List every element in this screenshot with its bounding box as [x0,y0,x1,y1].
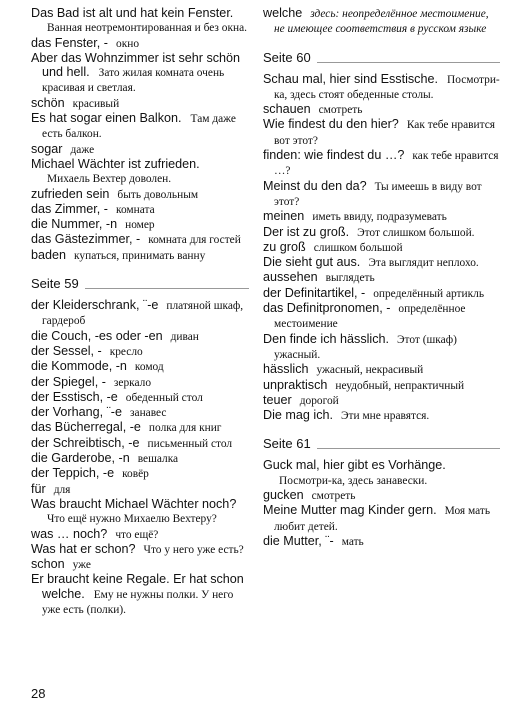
vocab-entry [263,362,500,377]
german-text: das Gästezimmer, - [31,232,141,247]
russian-translation: здесь: неопределённое местоимение, не имеющее соответствия в русском языке [274,8,489,36]
russian-translation: как тебе нравится …? [274,150,499,178]
german-text: die Kommode, -n [31,359,127,374]
german-text: die Mutter, ¨- [263,533,334,548]
russian-translation: Михаель Вехтер доволен. [47,173,172,186]
german-text: sogar [31,141,63,156]
vocab-entry [263,488,500,503]
example-sentence [31,6,249,36]
russian-translation: диван [170,330,199,343]
german-text: das Definitpronomen, - [263,301,391,316]
russian-translation: Ванная неотремонтированная и без окна. [47,22,247,35]
vocab-entry [31,202,249,217]
vocab-entry [263,255,500,270]
russian-translation: ковёр [122,468,149,481]
russian-translation: красивый [72,97,120,110]
vocab-entry [263,270,500,285]
russian-translation: слишком большой [313,241,403,254]
german-text: das Fenster, - [31,35,108,50]
vocab-entry [31,142,249,157]
russian-translation: иметь ввиду, подразумевать [312,211,447,224]
german-text: schön [31,95,65,110]
vocab-entry [31,390,249,405]
section-header [263,50,500,66]
vocab-entry [31,96,249,111]
russian-translation: Ты имеешь в виду вот этот? [274,180,482,208]
russian-translation: Как тебе нравится вот этот? [274,119,496,147]
russian-translation: Зато жилая комната очень красивая и светлая. [42,67,225,95]
vocab-entry [31,466,249,481]
section-header [31,276,249,292]
vocab-entry [31,405,249,420]
example-sentence [31,157,249,187]
vocab-entry [263,332,500,363]
russian-translation: ужасный, некрасивый [316,364,424,377]
russian-translation: Эти мне нравятся. [341,410,430,423]
russian-translation: зеркало [113,376,152,389]
section-title: Seite 60 [263,49,311,65]
vocab-entry [31,542,249,557]
page-number: 28 [31,686,46,701]
russian-translation: определённый артикль [373,287,485,300]
german-text: finden: wie findest du …? [263,148,405,163]
russian-translation: смотреть [311,490,356,503]
russian-translation: обеденный стол [125,391,203,404]
german-text: Michael Wächter ist zufrieden. [31,156,200,171]
russian-translation: смотреть [318,104,363,117]
vocab-entry [31,436,249,451]
russian-translation: быть довольным [117,188,199,201]
german-text: Die mag ich. [263,408,333,423]
vocab-entry [31,527,249,542]
german-text: der Sessel, - [31,343,102,358]
vocab-entry [263,240,500,255]
german-text: schon [31,557,65,572]
russian-translation: даже [70,143,95,156]
german-text: welche [263,6,303,20]
german-text: Die sieht gut aus. [263,255,361,270]
german-text: zu groß [263,239,306,254]
german-text: Aber das Wohnzimmer ist sehr schön und hell. [31,50,241,80]
vocab-entry [31,451,249,466]
russian-translation: Посмотри-ка, здесь стоят обеденные столы. [274,73,500,101]
russian-translation: полка для книг [148,422,222,435]
russian-translation: Там даже есть балкон. [42,113,236,141]
russian-translation: Моя мать любит детей. [274,505,491,533]
german-text: Es hat sogar einen Balkon. [31,111,182,126]
vocab-entry [31,329,249,344]
german-text: schauen [263,102,311,117]
german-text: hässlich [263,362,309,377]
vocab-entry [31,557,249,572]
vocab-entry [31,359,249,374]
german-text: für [31,481,46,496]
german-text: das Zimmer, - [31,201,108,216]
vocab-entry [263,503,500,534]
vocab-entry [263,117,500,148]
vocab-entry [263,408,500,423]
russian-translation: платяной шкаф, гардероб [42,300,244,328]
german-text: der Schreibtisch, -e [31,435,140,450]
vocab-entry [263,6,500,37]
russian-translation: Эта выглядит неплохо. [368,257,479,270]
example-sentence [31,497,249,527]
section-rule [317,62,500,63]
russian-translation: занавес [130,407,167,420]
left-column [31,6,249,617]
russian-translation: номер [125,219,155,232]
german-text: aussehen [263,270,318,285]
german-text: die Garderobe, -n [31,451,130,466]
german-text: der Vorhang, ¨-e [31,405,123,420]
russian-translation: письменный стол [147,437,233,450]
german-text: Der ist zu groß. [263,224,350,239]
russian-translation: дорогой [299,394,339,407]
german-text: meinen [263,209,305,224]
russian-translation: окно [116,37,140,50]
section-title: Seite 59 [31,276,79,292]
section-rule [317,448,500,449]
vocab-entry [263,393,500,408]
german-text: Meinst du den da? [263,178,367,193]
german-text: Den finde ich hässlich. [263,331,390,346]
german-text: die Nummer, -n [31,217,118,232]
russian-translation: кресло [109,345,143,358]
russian-translation: выглядеть [325,272,375,285]
example-sentence [263,72,500,103]
german-text: was … noch? [31,526,108,541]
russian-translation: купаться, принимать ванну [74,249,206,262]
german-text: Schau mal, hier sind Esstische. [263,71,438,86]
russian-translation: что ещё? [115,528,159,541]
vocab-entry [263,179,500,210]
section-rule [85,288,249,289]
vocab-entry [263,225,500,240]
german-text: der Spiegel, - [31,374,106,389]
example-sentence [263,458,500,488]
section-title: Seite 61 [263,436,311,452]
german-text: gucken [263,488,304,503]
vocab-entry [31,232,249,247]
russian-translation: вешалка [137,453,179,466]
russian-translation: Что у него уже есть? [143,543,244,556]
russian-translation: Что ещё нужно Михаелю Вехтеру? [47,513,217,526]
russian-translation: неудобный, непрактичный [335,379,465,392]
example-sentence [31,572,249,617]
section-header [263,436,500,452]
vocab-entry [31,298,249,329]
german-text: unpraktisch [263,377,328,392]
german-text: Guck mal, hier gibt es Vorhänge. [263,458,446,473]
vocab-entry [31,187,249,202]
example-sentence [31,51,249,96]
russian-translation: Этот слишком большой. [357,226,475,239]
vocab-entry [263,378,500,393]
german-text: teuer [263,392,292,407]
german-text: der Esstisch, -e [31,389,118,404]
russian-translation: комод [134,361,164,374]
russian-translation: уже [72,559,91,572]
german-text: zufrieden sein [31,186,110,201]
right-column [263,6,500,549]
russian-translation: Ему не нужны полки. У него уже есть (полки). [42,588,234,616]
vocab-entry [31,375,249,390]
german-text: Das Bad ist alt und hat kein Fenster. [31,6,234,20]
german-text: Was hat er schon? [31,541,136,556]
german-text: das Bücherregal, -e [31,420,141,435]
vocab-entry [263,102,500,117]
german-text: Er braucht keine Regale. Er hat schon welche. [31,572,244,601]
vocab-entry [31,36,249,51]
german-text: der Definitartikel, - [263,285,366,300]
vocab-entry [31,482,249,497]
russian-translation: Этот (шкаф) ужасный. [274,333,457,361]
russian-translation: комната [115,203,155,216]
german-text: Wie findest du den hier? [263,117,399,132]
vocab-entry [263,534,500,549]
vocab-entry [263,209,500,224]
vocab-entry [263,286,500,301]
german-text: die Couch, -es oder -en [31,328,163,343]
russian-translation: мать [341,535,364,548]
vocab-entry [31,344,249,359]
german-text: der Teppich, -e [31,466,115,481]
german-text: Meine Mutter mag Kinder gern. [263,503,437,518]
german-text: baden [31,247,67,262]
russian-translation: определённое местоимение [274,303,466,331]
russian-translation: для [53,483,71,496]
german-text: der Kleiderschrank, ¨-e [31,298,159,313]
vocab-entry [263,301,500,332]
vocab-entry [263,148,500,179]
example-sentence [31,111,249,142]
russian-translation: Посмотри-ка, здесь занавески. [279,474,428,487]
vocab-entry [31,248,249,263]
russian-translation: комната для гостей [148,234,241,247]
german-text: Was braucht Michael Wächter noch? [31,496,237,511]
